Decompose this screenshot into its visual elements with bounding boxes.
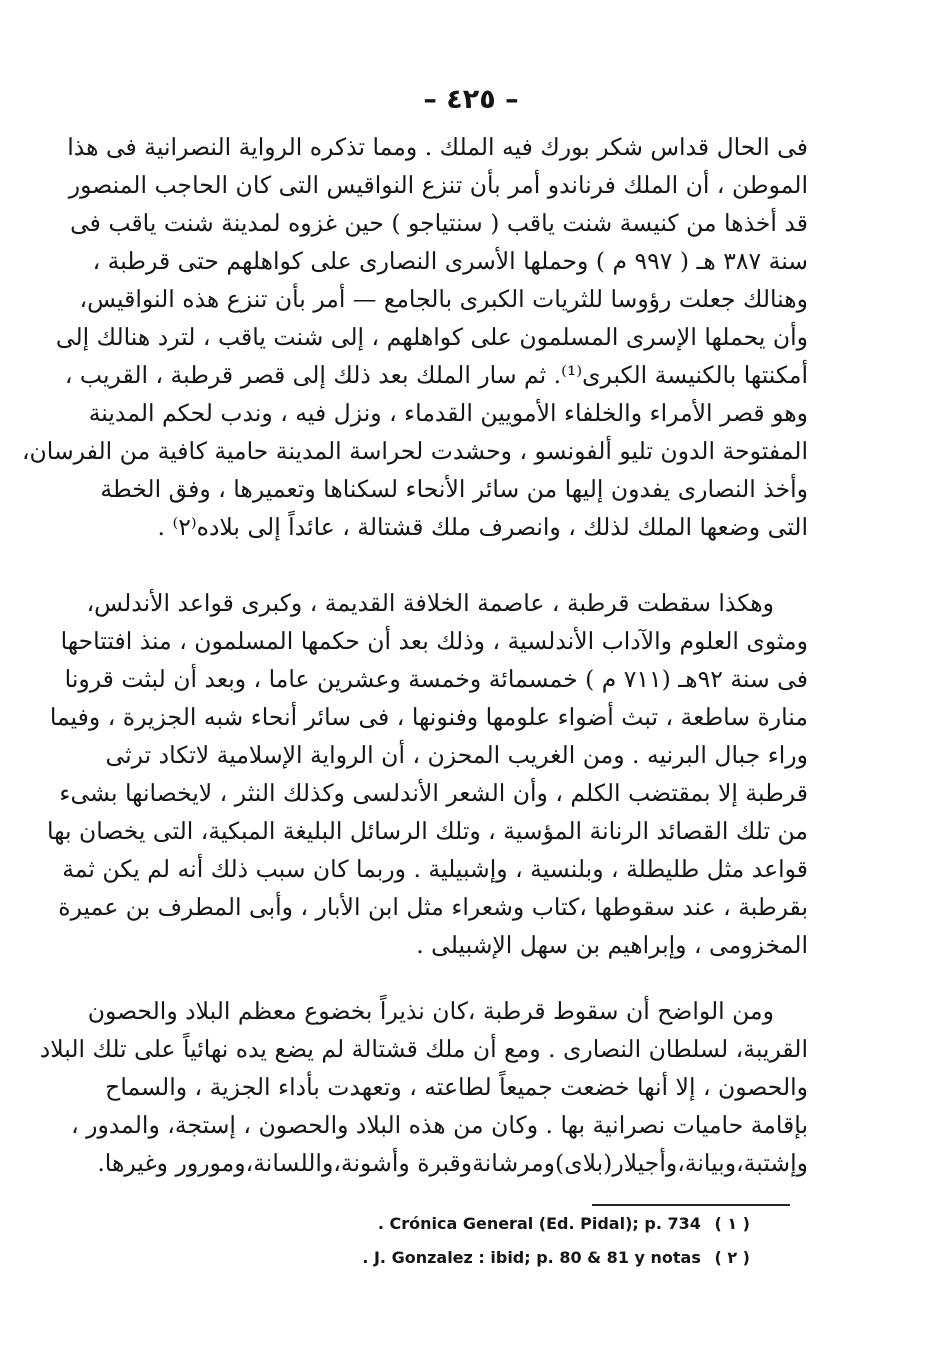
text-line: المفتوحة الدون تليو ألفونسو ، وحشدت لحراسة المدينة حامية كافية من الفرسان، xyxy=(21,437,808,465)
text-line: قد أخذها من كنيسة شنت ياقب ( سنتياجو ) حين غزوه لمدينة شنت ياقب فى xyxy=(70,209,808,237)
text-line: التى وضعها الملك لذلك ، وانصرف ملك قشتالة ، عائداً إلى بلاده⁽٢⁾ . xyxy=(157,513,808,541)
text-line: وهو قصر الأمراء والخلفاء الأمويين القدماء ، ونزل فيه ، وندب لحكم المدينة xyxy=(88,399,808,427)
text-line: قواعد مثل طليطلة ، وبلنسية ، وإشبيلية . وربما كان سبب ذلك أنه لم يكن ثمة xyxy=(62,855,808,883)
text-line: وهنالك جعلت رؤوسا للثريات الكبرى بالجامع — أمر بأن تنزع هذه النواقيس، xyxy=(79,285,808,313)
page-number: – ٤٢٥ – xyxy=(423,84,519,115)
text-line: من تلك القصائد الرنانة المؤسية ، وتلك الرسائل البليغة المبكية، التى يخصان بها xyxy=(46,817,808,845)
text-line: وأن يحملها الإسرى المسلمون على كواهلهم ، إلى شنت ياقب ، لترد هنالك إلى xyxy=(55,323,808,351)
text-line: وراء جبال البرنيه . ومن الغريب المحزن ، أن الرواية الإسلامية لاتكاد ترثى xyxy=(105,741,808,769)
footnote-2 xyxy=(190,1248,750,1267)
footnote-1 xyxy=(190,1214,750,1233)
text-line: ومن الواضح أن سقوط قرطبة ،كان نذيراً بخضوع معظم البلاد والحصون xyxy=(87,997,774,1025)
text-line: ومثوى العلوم والآداب الأندلسية ، وذلك بعد أن حكمها المسلمون ، منذ افتتاحها xyxy=(60,627,808,655)
text-line: قرطبة إلا بمقتضب الكلم ، وأن الشعر الأندلسى وكذلك النثر ، لايخصانها بشىء xyxy=(59,779,808,807)
footnote-text: . J. Gonzalez : ibid; p. 80 & 81 y notas xyxy=(362,1248,701,1267)
footnote-divider xyxy=(592,1204,790,1206)
footnote-marker: ( ١ ) xyxy=(714,1214,750,1233)
text-line: سنة ٣٨٧ هـ ( ٩٩٧ م ) وحملها الأسرى النصارى على كواهلهم حتى قرطبة ، xyxy=(92,247,808,275)
text-line: وهكذا سقطت قرطبة ، عاصمة الخلافة القديمة ، وكبرى قواعد الأندلس، xyxy=(86,589,774,617)
text-line: أمكنتها بالكنيسة الكبرى⁽¹⁾. ثم سار الملك بعد ذلك إلى قصر قرطبة ، القريب ، xyxy=(64,361,808,389)
text-line: وإشتبة،وبيانة،وأجيلار(بلاى)ومرشانةوقبرة وأشونة،واللسانة،ومورور وغيرها. xyxy=(97,1149,808,1177)
text-line: فى سنة ٩٢هـ (٧١١ م ) خمسمائة وخمسة وعشرين عاما ، وبعد أن لبثت قرونا xyxy=(64,665,808,693)
text-line: بقرطبة ، عند سقوطها ،كتاب وشعراء مثل ابن الأبار ، وأبى المطرف بن عميرة xyxy=(58,893,808,921)
text-line: وأخذ النصارى يفدون إليها من سائر الأنحاء لسكناها وتعميرها ، وفق الخطة xyxy=(100,475,808,503)
text-line: القريبة، لسلطان النصارى . ومع أن ملك قشتالة لم يضع يده نهائياً على تلك البلاد xyxy=(39,1035,808,1063)
text-line: فى الحال قداس شكر بورك فيه الملك . ومما تذكره الرواية النصرانية فى هذا xyxy=(67,133,808,161)
text-line: المخزومى ، وإبراهيم بن سهل الإشبيلى . xyxy=(416,931,808,959)
text-line: والحصون ، إلا أنها خضعت جميعاً لطاعته ، وتعهدت بأداء الجزية ، والسماح xyxy=(105,1073,808,1101)
text-line: بإقامة حاميات نصرانية بها . وكان من هذه البلاد والحصون ، إستجة، والمدور ، xyxy=(71,1111,808,1139)
text-line: الموطن ، أن الملك فرناندو أمر بأن تنزع النواقيس التى كان الحاجب المنصور xyxy=(68,171,808,199)
footnote-marker: ( ٢ ) xyxy=(714,1248,750,1267)
text-line: منارة ساطعة ، تبث أضواء علومها وفنونها ، فى سائر أنحاء شبه الجزيرة ، وفيما xyxy=(49,703,808,731)
footnote-text: . Crónica General (Ed. Pidal); p. 734 xyxy=(377,1214,701,1233)
